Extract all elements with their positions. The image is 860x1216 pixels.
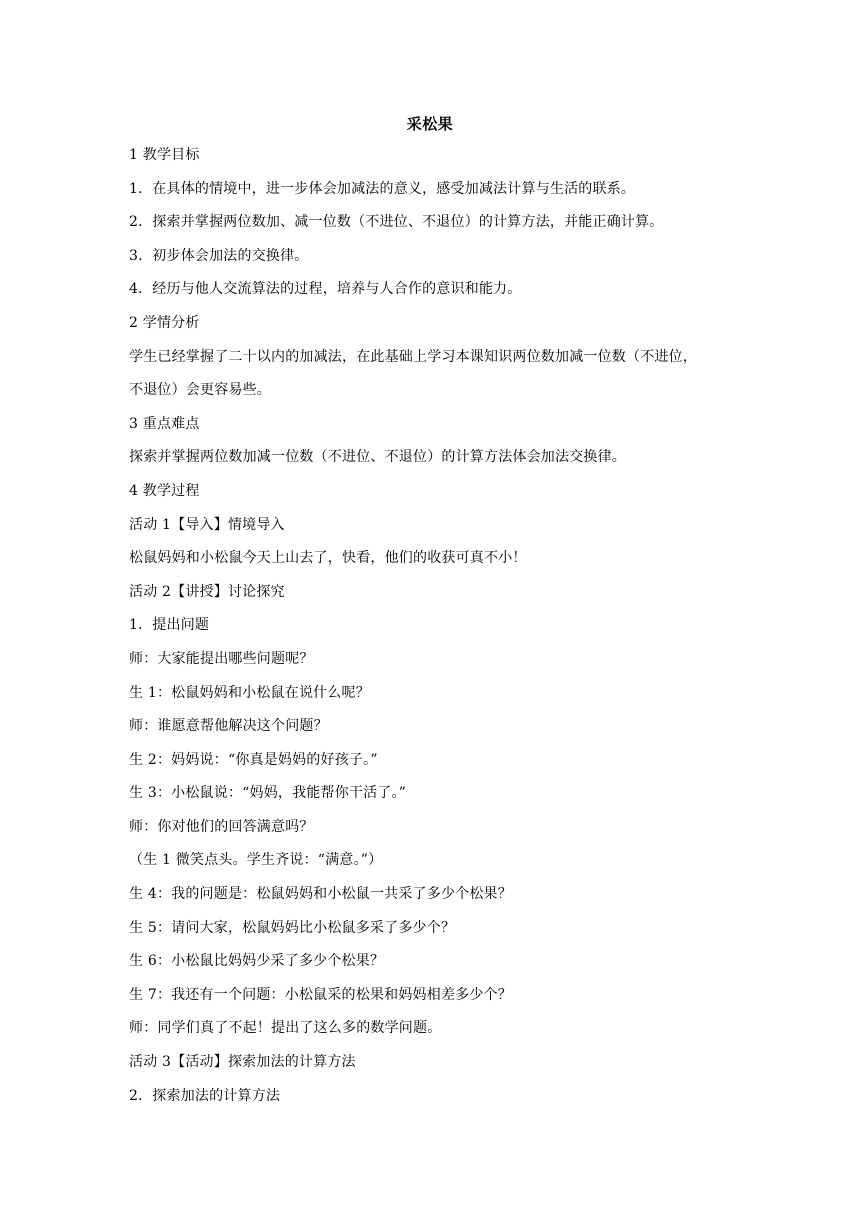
paragraph-line: 2．探索并掌握两位数加、减一位数（不进位、不退位）的计算方法，并能正确计算。 <box>129 214 664 231</box>
dialogue-line: 师：谁愿意帮他解决这个问题？ <box>129 718 328 735</box>
dialogue-line: 师：大家能提出哪些问题呢？ <box>129 650 314 667</box>
paragraph-line: 4．经历与他人交流算法的过程，培养与人合作的意识和能力。 <box>129 281 522 298</box>
dialogue-line: 师：你对他们的回答满意吗？ <box>129 818 314 835</box>
dialogue-line: 生 3：小松鼠说：“妈妈，我能帮你干活了。” <box>129 785 407 802</box>
paragraph-line: 学生已经掌握了二十以内的加减法，在此基础上学习本课知识两位数加减一位数（不进位， <box>129 348 697 365</box>
paragraph-line: 松鼠妈妈和小松鼠今天上山去了，快看，他们的收获可真不小！ <box>129 550 527 567</box>
activity-heading: 活动 3【活动】探索加法的计算方法 <box>129 1054 356 1071</box>
paragraph-line: 1．在具体的情境中，进一步体会加减法的意义，感受加减法计算与生活的联系。 <box>129 180 636 197</box>
document-title: 采松果 <box>406 115 454 133</box>
dialogue-line: 生 7：我还有一个问题：小松鼠采的松果和妈妈相差多少个？ <box>129 986 512 1003</box>
paragraph-line: 3．初步体会加法的交换律。 <box>129 247 309 264</box>
paragraph-line: 探索并掌握两位数加减一位数（不进位、不退位）的计算方法体会加法交换律。 <box>129 449 626 466</box>
document-body <box>129 145 739 1119</box>
dialogue-line: 生 5：请问大家，松鼠妈妈比小松鼠多采了多少个？ <box>129 919 456 936</box>
section-heading-teaching-process: 4 教学过程 <box>129 482 200 499</box>
section-heading-teaching-goals: 1 教学目标 <box>129 147 200 163</box>
paragraph-line: 2．探索加法的计算方法 <box>129 1087 281 1104</box>
activity-heading: 活动 1【导入】情境导入 <box>129 516 285 533</box>
activity-heading: 活动 2【讲授】讨论探究 <box>129 583 285 600</box>
dialogue-line: 生 1：松鼠妈妈和小松鼠在说什么呢？ <box>129 684 370 701</box>
paragraph-line: 不退位）会更容易些。 <box>129 382 271 399</box>
dialogue-line: 生 4：我的问题是：松鼠妈妈和小松鼠一共采了多少个松果？ <box>129 886 512 903</box>
dialogue-line: （生 1 微笑点头。学生齐说：“满意。”） <box>129 852 383 869</box>
section-heading-key-points: 3 重点难点 <box>129 415 200 432</box>
dialogue-line: 生 2：妈妈说：“你真是妈妈的好孩子。” <box>129 751 378 768</box>
dialogue-line: 生 6：小松鼠比妈妈少采了多少个松果？ <box>129 953 385 970</box>
section-heading-learning-analysis: 2 学情分析 <box>129 314 200 331</box>
dialogue-line: 师：同学们真了不起！提出了这么多的数学问题。 <box>129 1020 442 1037</box>
paragraph-line: 1．提出问题 <box>129 617 210 634</box>
